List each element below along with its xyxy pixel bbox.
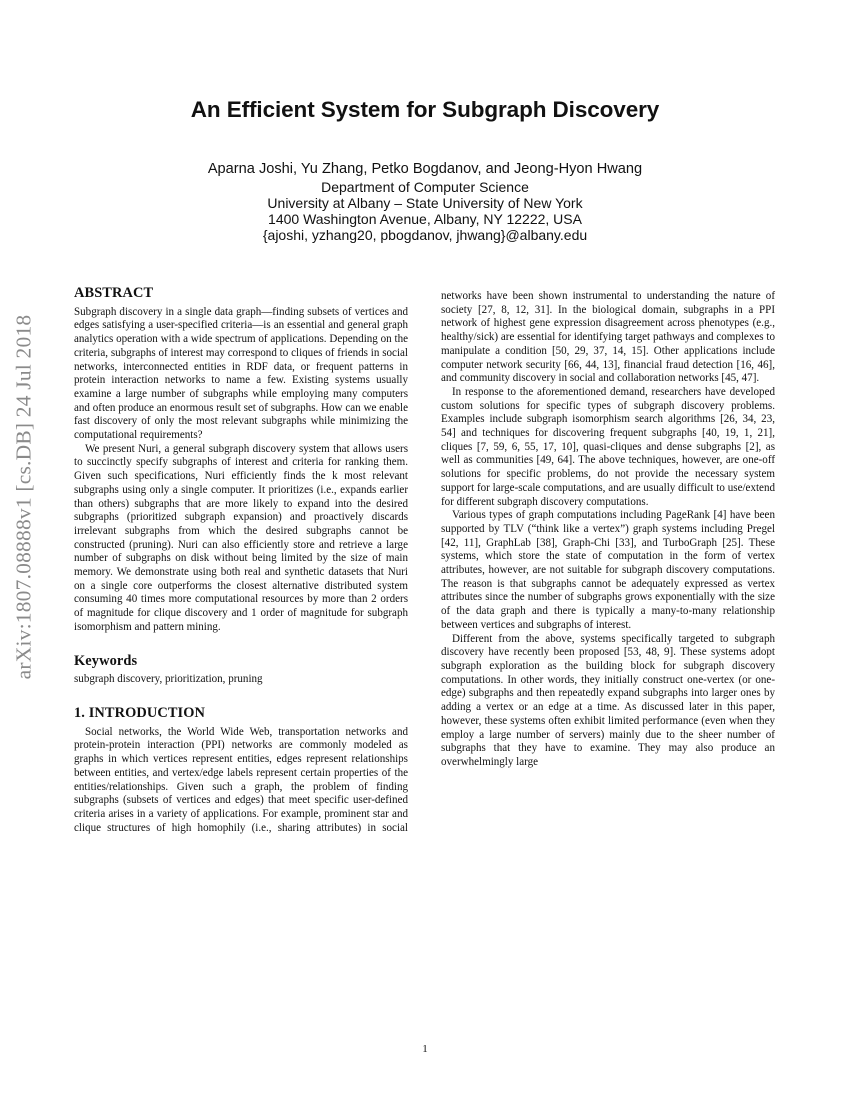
keywords-heading: Keywords bbox=[74, 652, 138, 669]
paper-title: An Efficient System for Subgraph Discovery bbox=[190, 97, 660, 122]
introduction-heading: 1. INTRODUCTION bbox=[74, 704, 206, 721]
abstract-heading: ABSTRACT bbox=[74, 285, 154, 301]
introduction-paragraph-4: Different from the above, systems specifically targeted to subgraph discovery have recently been proposed [53, 48, 9]. These systems adopt subgraph exploration as the building block for subgraph discovery computations. In other words, they initially construct one-vertex (or one-edge) subgraphs and then repeatedly expand subgraphs into larger ones by adding a vertex or an edge at a time. As discussed later in this paper, however, these systems often exhibit limited performance (even when they employ a large number of servers) mainly due to the sheer number of subgraphs that they have to examine. They may also produce an overwhelmingly large bbox=[441, 632, 775, 768]
left-column bbox=[74, 287, 408, 835]
page-number: 1 bbox=[422, 1043, 428, 1055]
abstract-paragraph-1: Subgraph discovery in a single data graph—finding subsets of vertices and edges satisfying a user-specified criteria—is an essential and general graph analytics operation with a wide spectrum of applications. Depending on the criteria, subgraphs of interest may correspond to cliques of friends in social networks, interconnected entities in RDF data, or frequent patterns in protein interaction networks to name a few. Existing systems usually examine a large number of subgraphs while employing many computers and often produce an enormous result set of subgraphs. How can we enable fast discovery of only the most relevant subgraphs while minimizing the computational requirements? bbox=[74, 305, 408, 442]
author-university: University at Albany – State University of New York bbox=[267, 195, 583, 211]
arxiv-stamp bbox=[12, 290, 36, 705]
introduction-paragraph-1-continued: networks have been shown instrumental to understanding the nature of society [27, 8, 12, 31]. In the biological domain, subgraphs in a PPI network of highest gene expression disagreement across phenotypes (e.g., healthy/sick) are essential for identifying target pathways and complexes to manipulate a condition [50, 29, 37, 14, 15]. Other applications include computer network security [66, 44, 13], financial fraud detection [16, 46], and community discovery in social and collaboration networks [45, 47]. bbox=[441, 290, 775, 385]
introduction-paragraph-3: Various types of graph computations including PageRank [4] have been supported by TLV (“think like a vertex”) graph systems including Pregel [42, 11], GraphLab [38], Graph-Chi [33], and TurboGraph [25]. These systems, which store the state of computation in the form of vertex attributes, however, are not suitable for subgraph discovery computations. The reason is that subgraphs cannot be adequately expressed as vertex attributes since the number of subgraphs grows exponentially with the size of the data graph and there is typically a many-to-many relationship between vertices and subgraphs of interest. bbox=[441, 509, 775, 631]
author-names: Aparna Joshi, Yu Zhang, Petko Bogdanov, and Jeong-Hyon Hwang bbox=[207, 161, 643, 177]
author-department: Department of Computer Science bbox=[321, 179, 529, 195]
author-block bbox=[0, 160, 850, 243]
introduction-paragraph-1: Social networks, the World Wide Web, transportation networks and protein-protein interaction (PPI) networks are commonly modeled as graphs in which vertices represent entities, edges represent relationships between entities, and vertex/edge labels represent certain properties of the entities/relationships. Given such a graph, the problem of finding subgraphs (subsets of vertices and edges) that meet specific user-defined criteria arises in a variety of applications. For example, prominent star and clique structures of high homophily (i.e., sharing attributes) in social bbox=[74, 725, 408, 834]
arxiv-stamp-text: arXiv:1807.08888v1 [cs.DB] 24 Jul 2018 bbox=[11, 314, 36, 680]
keywords-text: subgraph discovery, prioritization, pruning bbox=[74, 673, 263, 686]
right-column bbox=[441, 290, 775, 770]
author-emails: {ajoshi, yzhang20, pbogdanov, jhwang}@albany.edu bbox=[262, 227, 588, 243]
author-address: 1400 Washington Avenue, Albany, NY 12222, USA bbox=[268, 211, 582, 227]
introduction-paragraph-2: In response to the aforementioned demand, researchers have developed custom solutions for specific types of subgraph discovery problems. Examples include subgraph isomorphism search algorithms [26, 34, 23, 54] and techniques for discovering frequent subgraphs [40, 19, 1, 21], cliques [7, 59, 6, 55, 17, 10], quasi-cliques and dense subgraphs [2], as well as communities [49, 64]. The above techniques, however, are one-off solutions for specific problems, do not provide the necessary system support for large-scale computations, and are usually difficult to use/extend for different subgraph discovery computations. bbox=[441, 385, 775, 508]
abstract-paragraph-2: We present Nuri, a general subgraph discovery system that allows users to succinctly specify subgraphs of interest and criteria for ranking them. Given such specifications, Nuri efficiently finds the k most relevant subgraphs using only a single computer. It prioritizes (i.e., expands earlier than others) subgraphs that are more likely to expand into the desired subgraphs (prioritized subgraph expansion) and proactively discards irrelevant subgraphs from which the desired subgraphs cannot be constructed (pruning). Nuri can also efficiently store and retrieve a large number of subgraphs on disk without being limited by the size of main memory. We demonstrate using both real and synthetic datasets that Nuri on a single core outperforms the closest alternative distributed system consuming 40 times more computational resources by more than 2 orders of magnitude for clique discovery and 1 order of magnitude for subgraph isomorphism and pattern mining. bbox=[74, 442, 408, 633]
